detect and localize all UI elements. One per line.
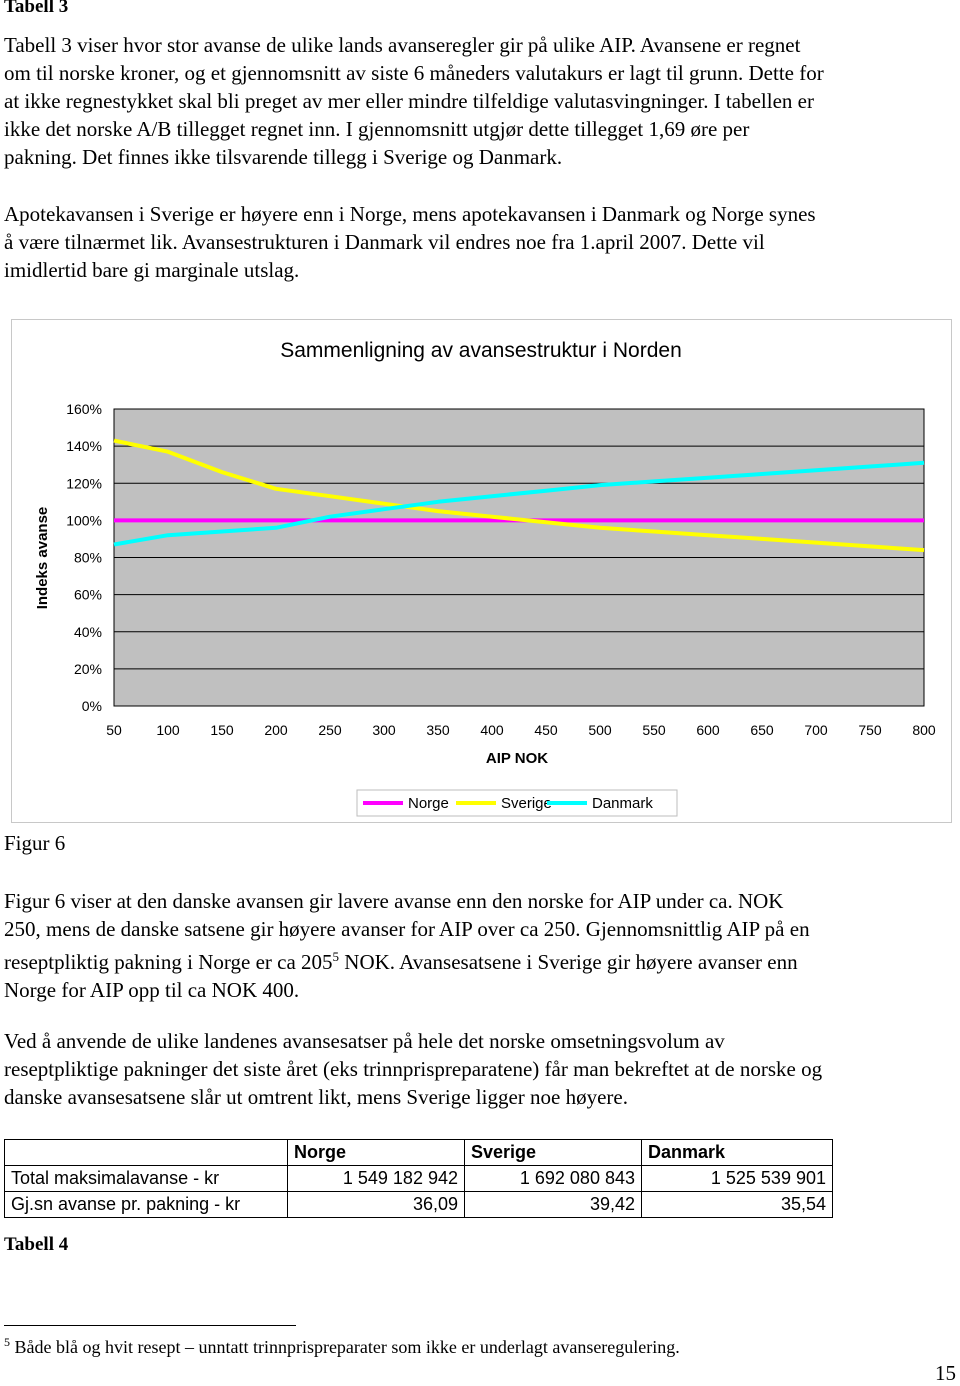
footnote-rule (4, 1325, 296, 1326)
paragraph-3 (4, 887, 959, 1004)
x-tick-label: 250 (318, 722, 342, 738)
avanse-table (4, 1139, 833, 1218)
table-row (5, 1192, 833, 1218)
text-line: pakning. Det finnes ikke tilsvarende tillegg i Sverige og Danmark. (4, 145, 563, 169)
chart-title: Sammenligning av avansestruktur i Norden (280, 339, 682, 362)
paragraph-2 (4, 200, 959, 284)
text-line (4, 943, 959, 976)
x-tick-label: 150 (210, 722, 234, 738)
text-line: Figur 6 viser at den danske avansen gir lavere avanse enn den norske for AIP under ca. NOK (4, 889, 784, 913)
figure-caption: Figur 6 (4, 831, 66, 855)
x-tick-label: 300 (372, 722, 396, 738)
table-cell: 1 692 080 843 (465, 1166, 642, 1192)
chart-frame (11, 319, 952, 823)
x-tick-label: 450 (534, 722, 558, 738)
table-cell: 1 525 539 901 (642, 1166, 833, 1192)
x-tick-label: 500 (588, 722, 612, 738)
text-line: Tabell 3 viser hvor stor avanse de ulike lands avanseregler gir på ulike AIP. Avansene er regnet (4, 33, 801, 57)
y-axis-label: Indeks avanse (34, 506, 51, 610)
text-line: ikke det norske A/B tillegget regnet inn. I gjennomsnitt utgjør dette tillegget 1,69 øre per (4, 117, 750, 141)
page-number: 15 (935, 1361, 956, 1385)
y-tick-label: 60% (73, 586, 102, 603)
text-fragment: reseptpliktig pakning i Norge er ca 205 (4, 950, 333, 974)
legend-label: Norge (408, 795, 449, 812)
table-cell: 39,42 (465, 1192, 642, 1218)
x-tick-label: 700 (804, 722, 828, 738)
table-cell: 35,54 (642, 1192, 833, 1218)
text-line: danske avansesatsene slår ut omtrent likt, mens Sverige ligger noe høyere. (4, 1085, 628, 1109)
table-cell: Total maksimalavanse - kr (5, 1166, 288, 1192)
table-header-cell: Danmark (642, 1140, 833, 1166)
section-heading: Tabell 3 (4, 0, 69, 17)
text-line: reseptpliktige pakninger det siste året (eks trinnprispreparatene) får man bekreftet at de norske og (4, 1057, 823, 1081)
x-tick-label: 50 (106, 722, 122, 738)
text-line: om til norske kroner, og et gjennomsnitt av siste 6 måneders valutakurs er lagt til grunn. Dette for (4, 61, 824, 85)
table-header-row (5, 1140, 833, 1166)
x-tick-label: 650 (750, 722, 774, 738)
table-cell: 1 549 182 942 (288, 1166, 465, 1192)
x-tick-label: 350 (426, 722, 450, 738)
footnote-reference[interactable]: 5 (332, 949, 340, 964)
legend-label: Danmark (592, 795, 653, 812)
y-tick-label: 100% (66, 512, 102, 529)
paragraph-1 (4, 31, 959, 171)
footnote-text: Både blå og hvit resept – unntatt trinnprispreparater som ikke er underlagt avanseregulering. (10, 1337, 680, 1357)
text-line: Ved å anvende de ulike landenes avansesatser på hele det norske omsetningsvolum av (4, 1029, 725, 1053)
table-cell: Gj.sn avanse pr. pakning - kr (5, 1192, 288, 1218)
text-line: at ikke regnestykket skal bli preget av mer eller mindre tilfeldige valutasvingninger. I tabellen er (4, 89, 814, 113)
y-tick-label: 80% (73, 549, 102, 566)
text-line: imidlertid bare gi marginale utslag. (4, 258, 300, 282)
table-header-cell (5, 1140, 288, 1166)
x-axis-label: AIP NOK (485, 750, 549, 767)
y-tick-label: 120% (66, 475, 102, 492)
y-tick-label: 140% (66, 438, 102, 455)
table-header-cell: Sverige (465, 1140, 642, 1166)
table-caption: Tabell 4 (4, 1234, 69, 1255)
y-tick-label: 40% (73, 623, 102, 640)
line-chart (12, 320, 951, 822)
paragraph-4 (4, 1027, 959, 1111)
text-line: Apotekavansen i Sverige er høyere enn i Norge, mens apotekavansen i Danmark og Norge synes (4, 202, 816, 226)
text-line: Norge for AIP opp til ca NOK 400. (4, 978, 300, 1002)
text-fragment: NOK. Avansesatsene i Sverige gir høyere avanser enn (339, 950, 798, 974)
x-tick-label: 400 (480, 722, 504, 738)
x-tick-label: 100 (156, 722, 180, 738)
x-tick-label: 550 (642, 722, 666, 738)
table-cell: 36,09 (288, 1192, 465, 1218)
y-tick-label: 160% (66, 401, 102, 417)
x-tick-label: 800 (912, 722, 936, 738)
footnote-marker: 5 (4, 1335, 10, 1349)
y-tick-label: 20% (73, 660, 102, 677)
text-line: å være tilnærmet lik. Avansestrukturen i Danmark vil endres noe fra 1.april 2007. Dette vil (4, 230, 765, 254)
table-row (5, 1166, 833, 1192)
x-tick-label: 200 (264, 722, 288, 738)
table-header-cell: Norge (288, 1140, 465, 1166)
legend-label: Sverige (501, 795, 552, 812)
text-line: 250, mens de danske satsene gir høyere avanser for AIP over ca 250. Gjennomsnittlig AIP på en (4, 917, 810, 941)
x-tick-label: 600 (696, 722, 720, 738)
footnote (4, 1335, 680, 1358)
x-tick-label: 750 (858, 722, 882, 738)
y-tick-label: 0% (81, 698, 102, 714)
